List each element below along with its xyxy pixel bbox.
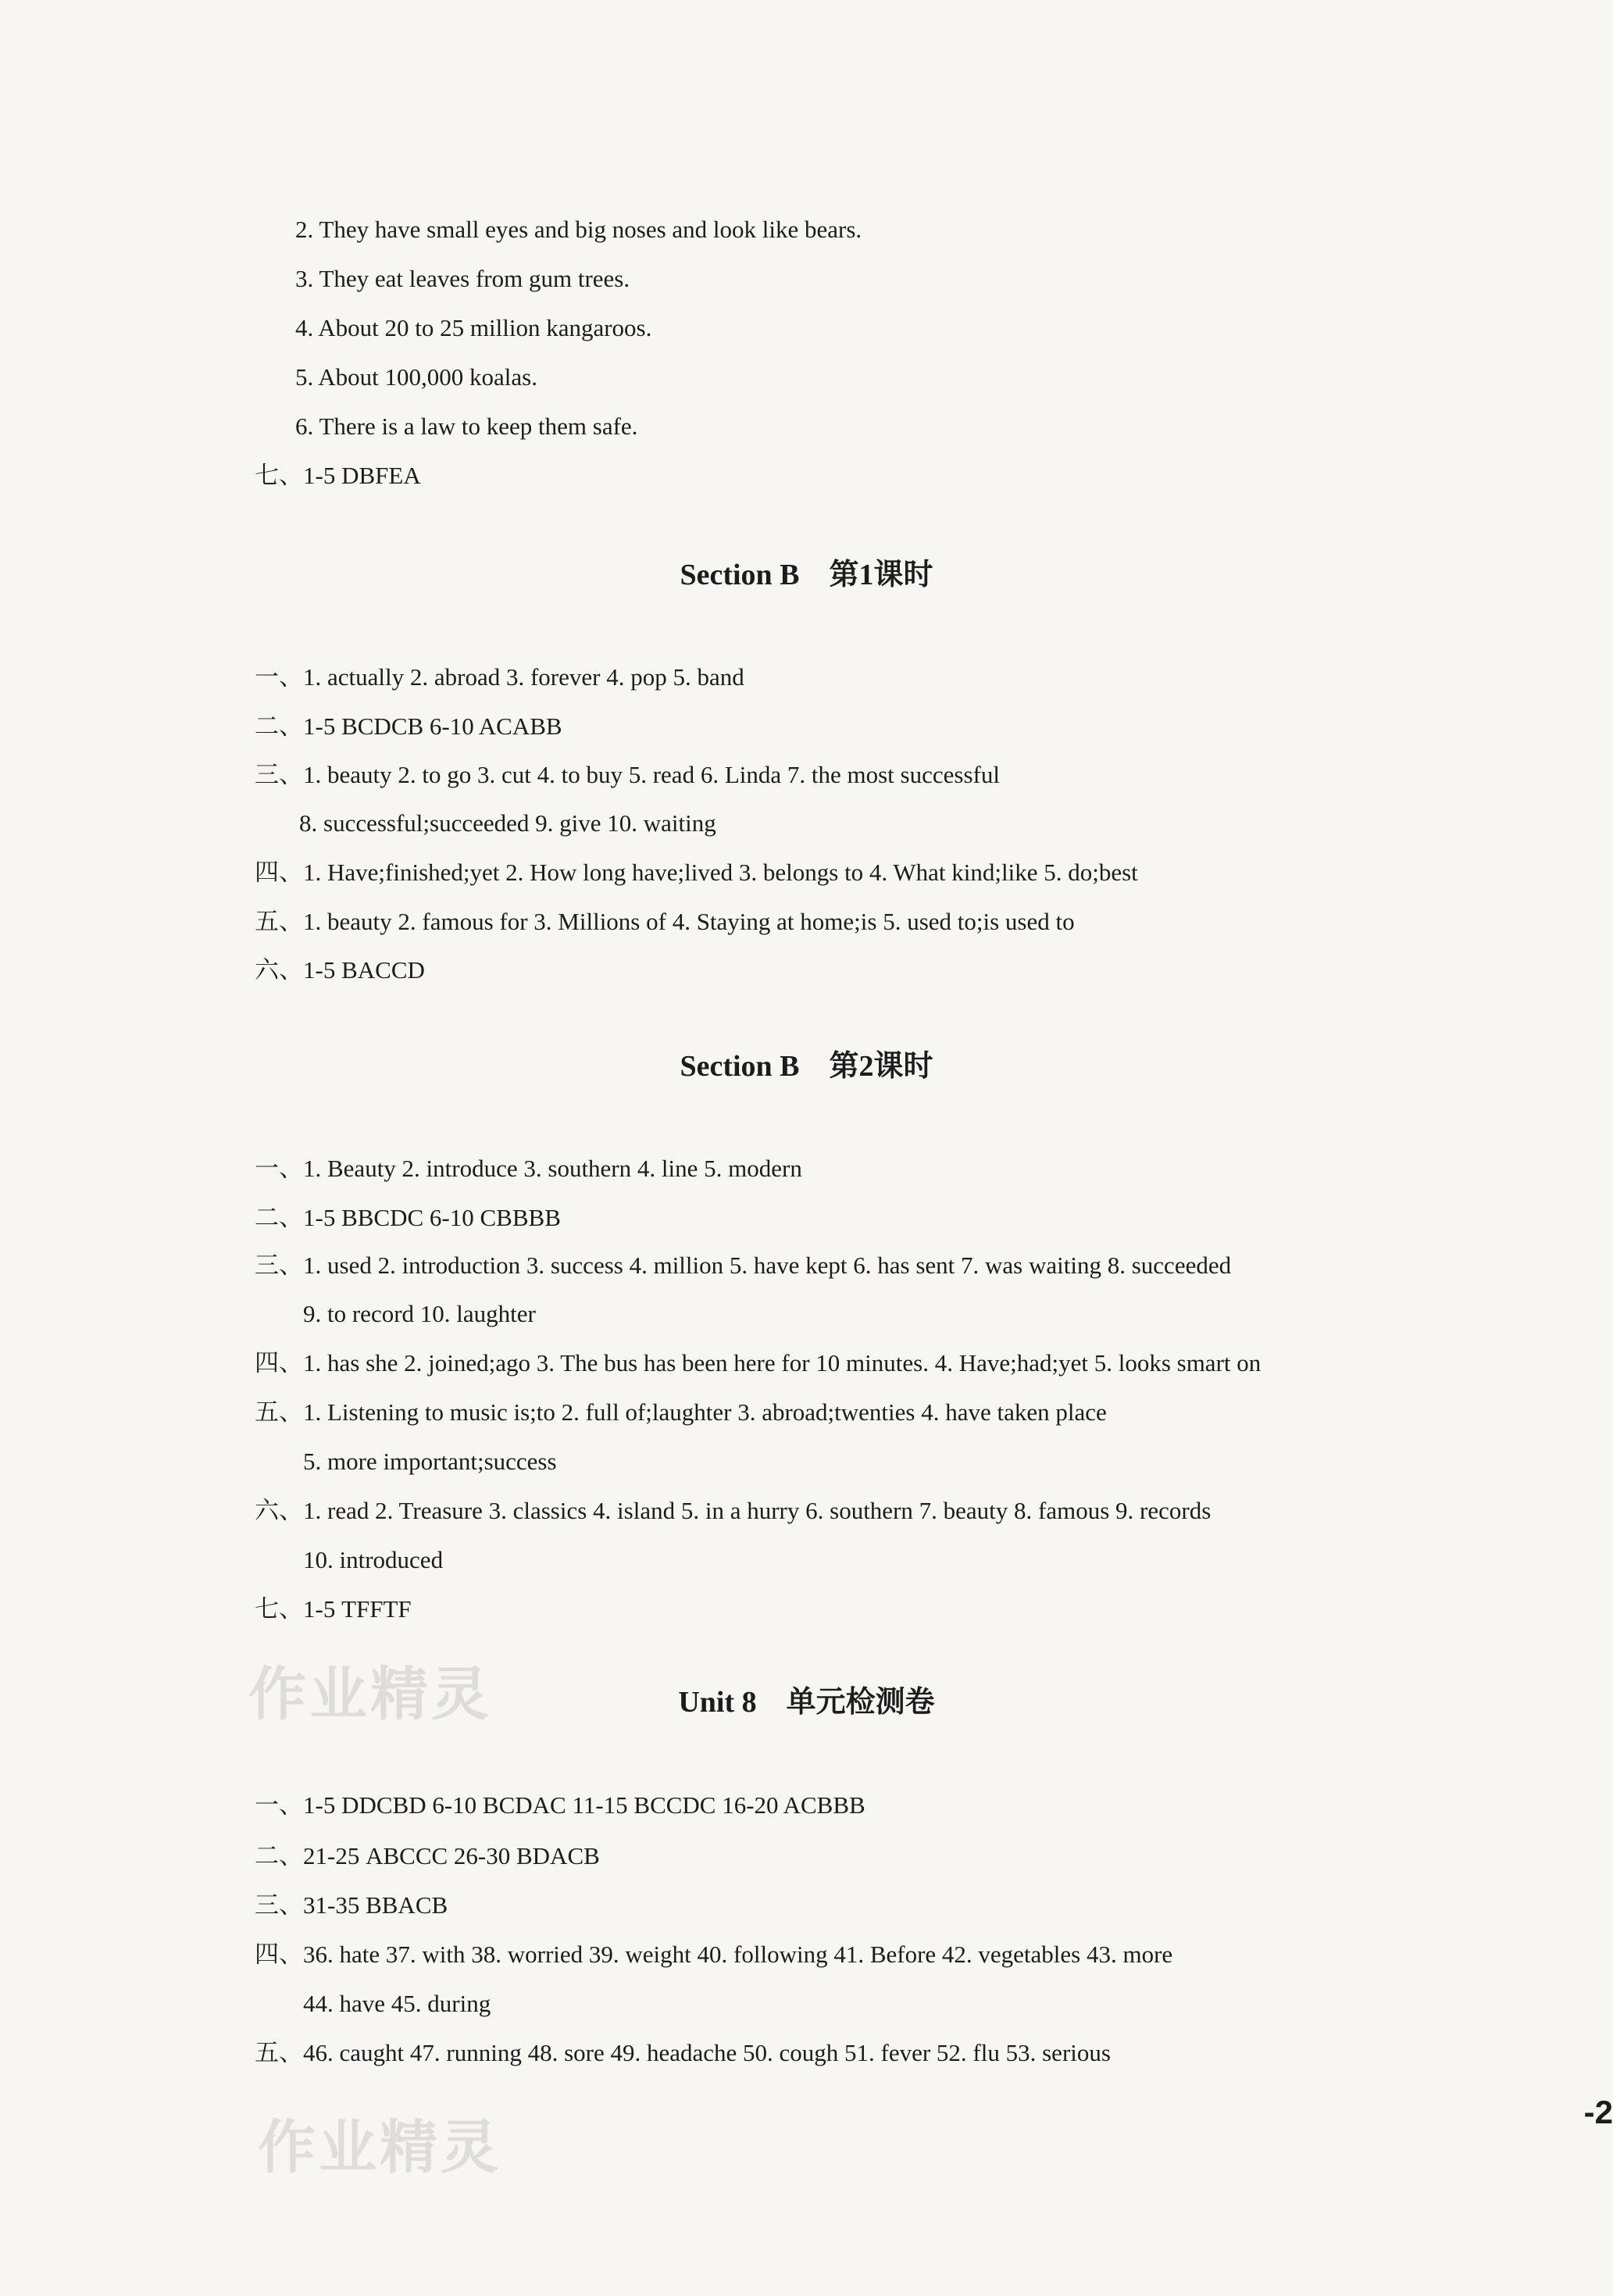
answer-line: 9. to record 10. laughter	[303, 1300, 536, 1327]
section-title-cn: 第1课时	[829, 559, 933, 591]
answer-line: 五、1. Listening to music is;to 2. full of;laughter 3. abroad;twenties 4. have taken place	[255, 1398, 1107, 1426]
answer-line: 四、1. has she 2. joined;ago 3. The bus has been here for 10 minutes. 4. Have;had;yet 5. looks smart on	[255, 1349, 1261, 1377]
answer-line: 五、1. beauty 2. famous for 3. Millions of 4. Staying at home;is 5. used to;is used to	[255, 908, 1075, 935]
section-title-en: Section B	[680, 559, 800, 591]
section-heading	[0, 1047, 1613, 1086]
answer-line: 三、1. used 2. introduction 3. success 4. million 5. have kept 6. has sent 7. was waiting 8. succeeded	[255, 1252, 1232, 1279]
answer-line: 5. About 100,000 koalas.	[295, 363, 537, 391]
answer-line: 二、1-5 BCDCB 6-10 ACABB	[255, 712, 562, 740]
answer-line: 二、1-5 BBCDC 6-10 CBBBB	[255, 1204, 561, 1231]
section-title-en: Section B	[680, 1050, 800, 1083]
section-title-cn: 第2课时	[829, 1050, 933, 1083]
answer-line: 二、21-25 ABCCC 26-30 BDACB	[255, 1842, 600, 1869]
answer-line: 七、1-5 DBFEA	[255, 462, 421, 489]
watermark: 作业精灵	[248, 1661, 492, 1728]
answer-line: 六、1. read 2. Treasure 3. classics 4. island 5. in a hurry 6. southern 7. beauty 8. famous 9. records	[255, 1497, 1212, 1524]
answer-line: 五、46. caught 47. running 48. sore 49. headache 50. cough 51. fever 52. flu 53. serious	[255, 2039, 1111, 2066]
answer-line: 44. have 45. during	[303, 1990, 491, 2017]
section-title-cn: 单元检测卷	[786, 1686, 935, 1719]
answer-line: 四、1. Have;finished;yet 2. How long have;lived 3. belongs to 4. What kind;like 5. do;best	[255, 859, 1138, 886]
answer-line: 一、1. actually 2. abroad 3. forever 4. pop 5. band	[255, 663, 744, 691]
answer-line: 6. There is a law to keep them safe.	[295, 412, 638, 440]
answer-line: 4. About 20 to 25 million kangaroos.	[295, 314, 652, 341]
answer-line: 2. They have small eyes and big noses and look like bears.	[295, 216, 862, 243]
answer-line: 一、1. Beauty 2. introduce 3. southern 4. line 5. modern	[255, 1155, 802, 1182]
answer-line: 三、31-35 BBACB	[255, 1891, 448, 1919]
section-heading	[0, 555, 1613, 595]
answer-line: 8. successful;succeeded 9. give 10. waiting	[299, 809, 716, 837]
page-number: -2	[1583, 2094, 1613, 2130]
watermark: 作业精灵	[258, 2114, 501, 2181]
answer-line: 5. more important;success	[303, 1448, 557, 1475]
section-heading	[0, 1683, 1613, 1722]
answer-line: 七、1-5 TFFTF	[255, 1595, 412, 1623]
answer-line: 10. introduced	[303, 1546, 444, 1573]
section-title-en: Unit 8	[678, 1686, 757, 1719]
answer-line: 三、1. beauty 2. to go 3. cut 4. to buy 5. read 6. Linda 7. the most successful	[255, 761, 1000, 788]
answer-line: 3. They eat leaves from gum trees.	[295, 265, 630, 292]
answer-line: 四、36. hate 37. with 38. worried 39. weight 40. following 41. Before 42. vegetables 43. more	[255, 1941, 1173, 1968]
answer-line: 一、1-5 DDCBD 6-10 BCDAC 11-15 BCCDC 16-20 ACBBB	[255, 1791, 865, 1819]
answer-line: 六、1-5 BACCD	[255, 956, 425, 984]
